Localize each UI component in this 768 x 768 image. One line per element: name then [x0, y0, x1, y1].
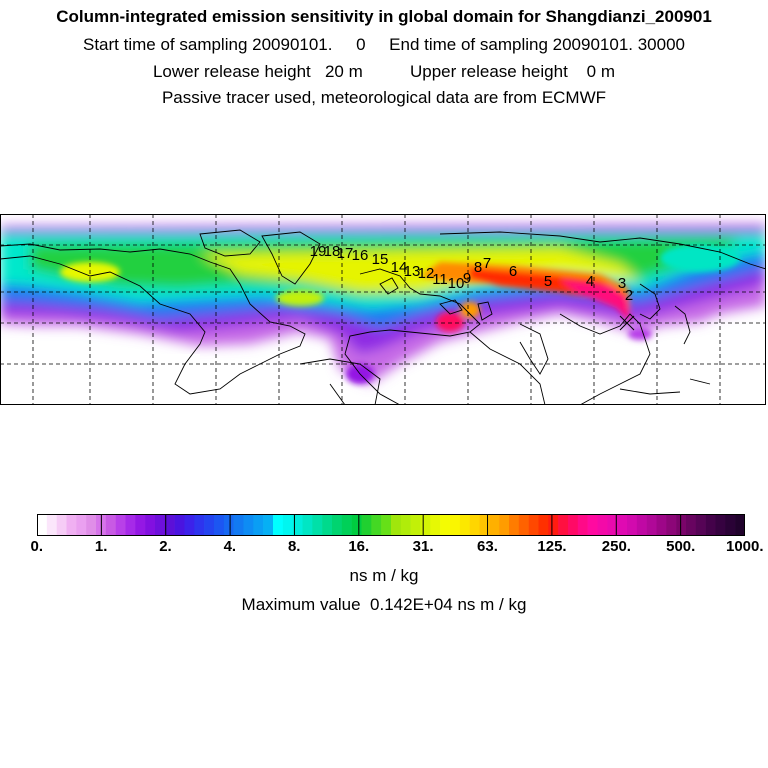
day-label-5: 5: [543, 273, 553, 290]
colorbar-cell: [519, 514, 529, 536]
day-label-9: 9: [462, 270, 472, 287]
day-label-18: 18: [323, 243, 341, 260]
colorbar-cell: [37, 514, 47, 536]
colorbar-tick-label: 1000.: [726, 538, 764, 555]
colorbar-cell: [155, 514, 165, 536]
colorbar-cell: [76, 514, 86, 536]
colorbar-tick-label: 8.: [287, 538, 301, 555]
colorbar: [37, 514, 745, 536]
colorbar-cell: [411, 514, 421, 536]
day-label-6: 6: [508, 263, 518, 280]
colorbar-cell: [568, 514, 578, 536]
colorbar-cell: [47, 514, 57, 536]
colorbar-tick-label: 1.: [94, 538, 108, 555]
colorbar-cell: [214, 514, 224, 536]
colorbar-cell: [529, 514, 539, 536]
day-label-19: 19: [309, 243, 327, 260]
day-label-13: 13: [403, 263, 421, 280]
colorbar-cell: [470, 514, 480, 536]
colorbar-cell: [135, 514, 145, 536]
colorbar-cell: [647, 514, 657, 536]
colorbar-cell: [175, 514, 185, 536]
colorbar-cell: [185, 514, 195, 536]
colorbar-cell: [253, 514, 263, 536]
colorbar-tick-label: 16.: [348, 538, 370, 555]
day-label-4: 4: [585, 273, 595, 290]
colorbar-cell: [509, 514, 519, 536]
tracer-info-line: Passive tracer used, meteorological data are from ECMWF: [161, 88, 607, 107]
colorbar-cell: [617, 514, 627, 536]
colorbar-tick-label: 2.: [159, 538, 172, 555]
sampling-time-line: Start time of sampling 20090101. 0 End time of sampling 20090101. 30000: [83, 35, 685, 54]
colorbar-cell: [480, 514, 490, 536]
colorbar-cell: [165, 514, 175, 536]
day-label-3: 3: [617, 275, 627, 292]
colorbar-cell: [578, 514, 588, 536]
colorbar-tick-label: 0.: [30, 538, 44, 555]
colorbar-cell: [106, 514, 116, 536]
colorbar-cell: [421, 514, 431, 536]
colorbar-cell: [588, 514, 598, 536]
colorbar-cell: [401, 514, 411, 536]
day-label-14: 14: [390, 259, 408, 276]
colorbar-cell: [657, 514, 667, 536]
colorbar-unit: ns m / kg: [349, 566, 419, 585]
colorbar-tick-label: 31.: [412, 538, 434, 555]
day-label-12: 12: [417, 265, 435, 282]
release-height-line: Lower release height 20 m Upper release height 0 m: [152, 62, 616, 81]
day-label-8: 8: [473, 259, 483, 276]
colorbar-cell: [67, 514, 77, 536]
colorbar-cell: [263, 514, 273, 536]
colorbar-cell: [430, 514, 440, 536]
colorbar-cell: [57, 514, 67, 536]
colorbar-cell: [381, 514, 391, 536]
colorbar-cell: [450, 514, 460, 536]
colorbar-cell: [539, 514, 549, 536]
colorbar-cell: [696, 514, 706, 536]
colorbar-cell: [637, 514, 647, 536]
colorbar-cell: [548, 514, 558, 536]
day-label-10: 10: [447, 275, 465, 292]
day-label-11: 11: [432, 271, 448, 288]
colorbar-tick-label: 4.: [223, 538, 237, 555]
colorbar-cell: [303, 514, 313, 536]
colorbar-cell: [598, 514, 608, 536]
day-label-7: 7: [482, 255, 492, 272]
colorbar-cell: [362, 514, 372, 536]
colorbar-cell: [735, 514, 745, 536]
colorbar-cell: [489, 514, 499, 536]
colorbar-cell: [244, 514, 254, 536]
colorbar-cell: [224, 514, 234, 536]
colorbar-cell: [204, 514, 214, 536]
colorbar-tick-label: 500.: [666, 538, 696, 555]
day-label-2: 2: [624, 287, 634, 304]
day-label-17: 17: [336, 245, 354, 262]
colorbar-cell: [342, 514, 352, 536]
colorbar-tick-label: 250.: [601, 538, 631, 555]
colorbar-cell: [706, 514, 716, 536]
maximum-value-text: Maximum value 0.142E+04 ns m / kg: [241, 595, 527, 614]
colorbar-cell: [676, 514, 686, 536]
colorbar-cell: [716, 514, 726, 536]
colorbar-cell: [322, 514, 332, 536]
colorbar-cell: [273, 514, 283, 536]
colorbar-cell: [558, 514, 568, 536]
colorbar-cell: [371, 514, 381, 536]
colorbar-cell: [440, 514, 450, 536]
colorbar-cell: [352, 514, 362, 536]
colorbar-cell: [686, 514, 696, 536]
plot-title: Column-integrated emission sensitivity in global domain for Shangdianzi_200901: [56, 7, 712, 26]
colorbar-cell: [725, 514, 735, 536]
emission-sensitivity-map: [0, 214, 766, 405]
day-label-15: 15: [371, 251, 389, 268]
colorbar-cell: [391, 514, 401, 536]
day-label-16: 16: [351, 247, 369, 264]
colorbar-cell: [666, 514, 676, 536]
colorbar-cell: [86, 514, 96, 536]
colorbar-tick-label: 125.: [537, 538, 567, 555]
colorbar-cell: [234, 514, 244, 536]
colorbar-cell: [499, 514, 509, 536]
colorbar-cell: [116, 514, 126, 536]
colorbar-cells: [37, 514, 745, 536]
colorbar-cell: [332, 514, 342, 536]
colorbar-cell: [145, 514, 155, 536]
colorbar-cell: [460, 514, 470, 536]
colorbar-cell: [126, 514, 136, 536]
colorbar-tick-label: 63.: [477, 538, 498, 555]
colorbar-cell: [283, 514, 293, 536]
colorbar-cell: [194, 514, 204, 536]
colorbar-cell: [627, 514, 637, 536]
colorbar-cell: [312, 514, 322, 536]
